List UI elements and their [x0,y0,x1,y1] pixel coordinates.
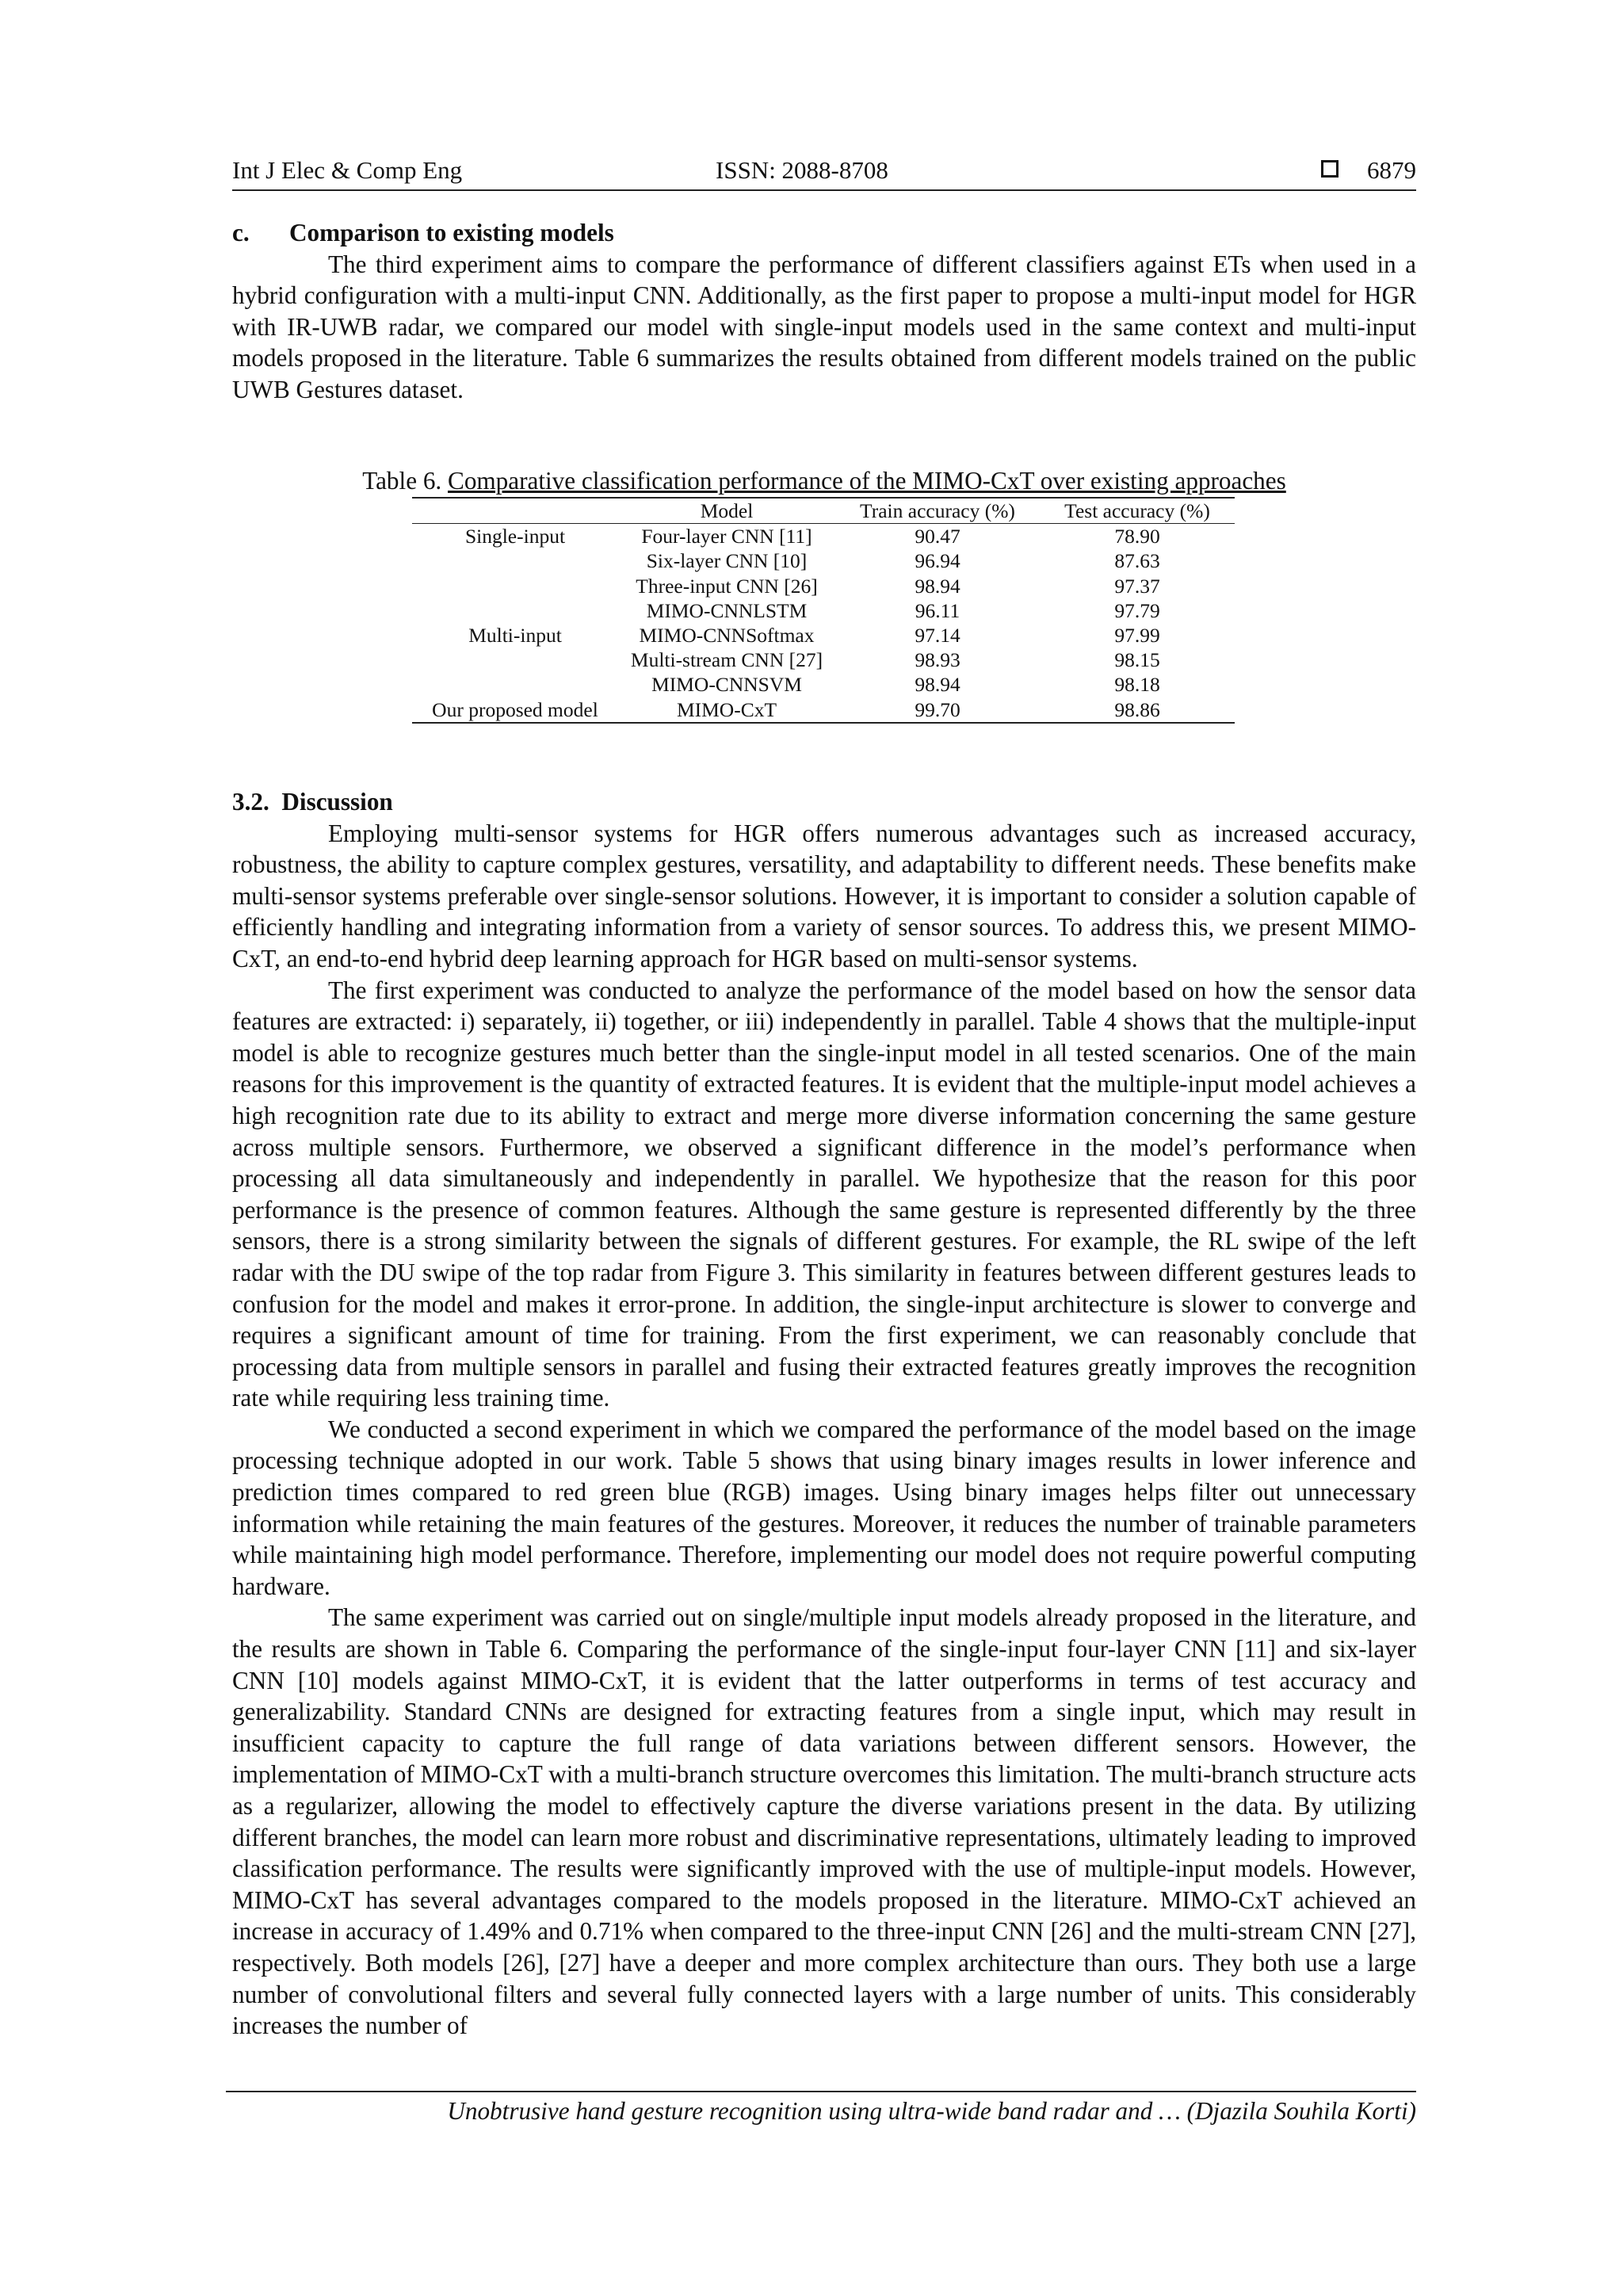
row-train-accuracy: 96.11 [915,598,960,622]
section-c-heading [232,217,1416,249]
table-header-test: Test accuracy (%) [1064,499,1210,522]
table-header-model: Model [700,499,754,522]
row-train-accuracy: 98.94 [915,574,960,598]
running-footer: Unobtrusive hand gesture recognition using ultra-wide band radar and … (Djazila Souhila Korti) [447,2097,1416,2125]
row-train-accuracy: 97.14 [915,624,960,648]
table-row [412,574,1235,598]
row-group [412,672,618,697]
section-c-number: c. [232,219,250,246]
table-caption [232,467,1416,495]
row-test-accuracy: 97.99 [1114,624,1160,648]
row-train-accuracy: 98.94 [915,673,960,697]
discussion-section [232,786,1416,2042]
row-group [412,598,618,623]
row-test-accuracy: 97.79 [1114,598,1160,622]
row-train-accuracy: 99.70 [915,697,960,721]
row-model: MIMO-CxT [676,697,777,721]
running-header [232,153,1416,191]
row-test-accuracy: 98.18 [1114,673,1160,697]
row-test-accuracy: 97.37 [1114,574,1160,598]
table-row [412,672,1235,697]
row-group: Our proposed model [432,697,598,721]
section-c-title: Comparison to existing models [289,219,614,246]
table-row [412,697,1235,723]
row-model: Six-layer CNN [10] [646,549,808,573]
row-model: Four-layer CNN [11] [641,525,812,548]
issn: ISSN: 2088-8708 [716,156,888,184]
row-model: Three-input CNN [26] [636,574,818,598]
discussion-paragraph: The first experiment was conducted to analyze the performance of the model based on how the sensor data features are extracted: i) separately, ii) together, or iii) independently in parallel. Table 4 shows that the multiple-input model is able to recognize gestures much better than the single-input model in all tested scenarios. One of the main reasons for this improvement is the quantity of extracted features. It is evident that the multiple-input model achieves a high recognition rate due to its ability to extract and merge more diverse information concerning the same gesture across multiple sensors. Furthermore, we observed a significant difference in the model’s performance when processing all data simultaneously and independently in parallel. We hypothesize that the reason for this poor performance is the presence of common features. Although the same gesture is represented differently by the three sensors, there is a strong similarity between the signals of different gestures. For example, the RL swipe of the left radar with the DU swipe of the top radar from Figure 3. This similarity in features between different gestures leads to confusion for the model and makes it error-prone. In addition, the single-input architecture is slower to converge and requires a significant amount of time for training. From the first experiment, we can reasonably conclude that processing data from multiple sensors in parallel and fusing their extracted features greatly improves the recognition rate while requiring less training time. [232,976,1416,1412]
table-caption-prefix: Table 6. [362,467,449,495]
row-model: MIMO-CNNSVM [651,673,802,697]
row-group [412,548,618,573]
discussion-paragraph: The same experiment was carried out on single/multiple input models already proposed in the literature, and the results are shown in Table 6. Comparing the performance of the single-input four-layer CNN [11] and six-layer CNN [10] models against MIMO-CxT, it is evident that the latter outperforms in terms of test accuracy and generalizability. Standard CNNs are designed for extracting features from a single input, which may result in insufficient capacity to capture the full range of data variations between different sensors. However, the implementation of MIMO-CxT with a multi-branch structure overcomes this limitation. The multi-branch structure acts as a regularizer, allowing the model to effectively capture the diverse variations present in the data. By utilizing different branches, the model can learn more robust and discriminative representations, ultimately leading to improved classification performance. The results were significantly improved with the use of multiple-input models. However, MIMO-CxT has several advantages compared to the models proposed in the literature. MIMO-CxT achieved an increase in accuracy of 1.49% and 0.71% when compared to the three-input CNN [26] and the multi-stream CNN [27], respectively. Both models [26], [27] have a deeper and more complex architecture than ours. They both use a large number of convolutional filters and several fully connected layers with a large number of units. This considerably increases the number of [232,1603,1416,2040]
row-group [412,574,618,598]
page-number: 6879 [1367,156,1416,184]
row-group: Single-input [464,525,566,548]
results-table [412,497,1235,724]
section-c [232,217,1416,406]
row-test-accuracy: 98.15 [1114,648,1160,672]
row-train-accuracy: 90.47 [915,525,960,548]
row-group [412,648,618,672]
table-row [412,524,1235,549]
row-model: MIMO-CNNLSTM [646,598,808,622]
discussion-paragraph: We conducted a second experiment in which we compared the performance of the model based on the image processing technique adopted in our work. Table 5 shows that using binary images results in lower inference and prediction times compared to red green blue (RGB) images. Using binary images helps filter out unnecessary information while retaining the main features of the gestures. Moreover, it reduces the number of trainable parameters while maintaining high model performance. Therefore, implementing our model does not require powerful computing hardware. [232,1415,1416,1600]
table-row [412,623,1235,648]
section-c-paragraph: The third experiment aims to compare the performance of different classifiers against ETs when used in a hybrid configuration with a multi-input CNN. Additionally, as the first paper to propose a multi-input model for HGR with IR-UWB radar, we compared our model with single-input models used in the same context and multi-input models proposed in the literature. Table 6 summarizes the results obtained from different models trained on the public UWB Gestures dataset. [232,250,1416,403]
row-model: MIMO-CNNSoftmax [639,624,815,648]
row-test-accuracy: 98.86 [1114,697,1160,721]
table-header-group [412,498,618,524]
row-test-accuracy: 78.90 [1114,525,1160,548]
discussion-paragraph: Employing multi-sensor systems for HGR offers numerous advantages such as increased accuracy, robustness, the ability to capture complex gestures, versatility, and adaptability to different needs. These benefits make multi-sensor systems preferable over single-sensor solutions. However, it is important to consider a solution capable of efficiently handling and integrating information from a variety of sensor sources. To address this, we present MIMO-CxT, an end-to-end hybrid deep learning approach for HGR based on multi-sensor systems. [232,819,1416,972]
table-row [412,648,1235,672]
table-header-row [412,498,1235,524]
square-bullet-icon [1321,160,1338,178]
table-caption-text: Comparative classification performance of the MIMO-CxT over existing approaches [448,467,1286,495]
row-model: Multi-stream CNN [27] [630,648,823,672]
row-train-accuracy: 98.93 [915,648,960,672]
row-train-accuracy: 96.94 [915,549,960,573]
discussion-heading: 3.2. Discussion [232,788,393,816]
table-row [412,598,1235,623]
row-group: Multi-input [468,624,562,648]
row-test-accuracy: 87.63 [1114,549,1160,573]
footer-divider [226,2091,1416,2092]
table-row [412,548,1235,573]
journal-name: Int J Elec & Comp Eng [232,156,463,184]
table-header-train: Train accuracy (%) [860,499,1015,522]
